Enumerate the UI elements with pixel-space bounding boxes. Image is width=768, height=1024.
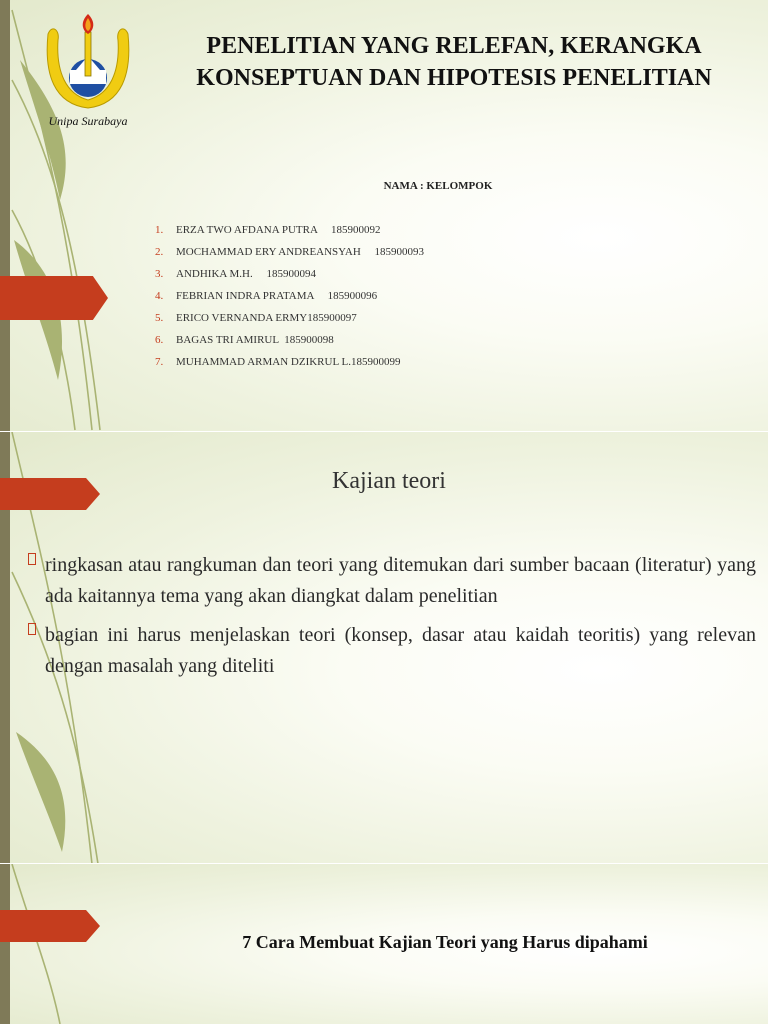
member-item <box>155 354 424 376</box>
decorative-vines <box>0 864 160 1024</box>
member-id: 185900098 <box>284 334 334 346</box>
member-item <box>155 310 424 332</box>
slide-title: 7 Cara Membuat Kajian Teori yang Harus dipahami <box>242 932 648 952</box>
member-id: 185900092 <box>331 224 381 236</box>
member-spacer <box>317 224 331 236</box>
title-line-2: KONSEPTUAN DAN HIPOTESIS PENELITIAN <box>196 65 712 91</box>
member-number: 6. <box>155 334 164 346</box>
slide-1 <box>0 0 768 432</box>
accent-arrow-shape <box>0 910 100 942</box>
member-name: MUHAMMAD ARMAN DZIKRUL L. <box>176 356 351 368</box>
slide-title <box>140 30 768 94</box>
member-id: 185900094 <box>266 268 316 280</box>
member-item <box>155 222 424 244</box>
group-label: NAMA : KELOMPOK <box>383 180 493 192</box>
square-bullet-icon <box>28 623 36 635</box>
logo-caption: Unipa Surabaya <box>48 114 128 128</box>
member-number: 1. <box>155 224 164 236</box>
member-item <box>155 266 424 288</box>
member-number: 5. <box>155 312 164 324</box>
member-name: ERZA TWO AFDANA PUTRA <box>176 224 318 236</box>
member-spacer <box>314 290 328 302</box>
bullet-item <box>30 620 756 682</box>
member-spacer <box>361 246 375 258</box>
member-name: ANDHIKA M.H. <box>176 268 253 280</box>
member-item <box>155 244 424 266</box>
member-name: BAGAS TRI AMIRUL <box>176 334 279 346</box>
member-id: 185900099 <box>351 356 401 368</box>
slide-3 <box>0 864 768 1024</box>
member-number: 7. <box>155 356 164 368</box>
member-number: 2. <box>155 246 164 258</box>
square-bullet-icon <box>28 553 36 565</box>
member-id: 185900093 <box>374 246 425 258</box>
bullet-text: ringkasan atau rangkuman dan teori yang ditemukan dari sumber bacaan (literatur) yang ada kaitannya tema yang akan diangkat dalam penelitian <box>45 554 756 607</box>
torch-emblem-icon <box>47 14 129 108</box>
title-line-1: PENELITIAN YANG RELEFAN, KERANGKA <box>206 33 702 59</box>
member-item <box>155 288 424 310</box>
member-id: 185900096 <box>327 290 378 302</box>
member-spacer <box>253 268 267 280</box>
bullet-list <box>30 550 756 690</box>
bullet-text: bagian ini harus menjelaskan teori (konsep, dasar atau kaidah teoritis) yang relevan dengan masalah yang diteliti <box>45 624 756 677</box>
member-list <box>155 222 424 376</box>
accent-arrow-shape <box>0 276 108 320</box>
member-item <box>155 332 424 354</box>
unipa-logo <box>40 12 136 130</box>
member-name: MOCHAMMAD ERY ANDREANSYAH <box>176 246 361 258</box>
member-number: 4. <box>155 290 164 302</box>
bullet-item <box>30 550 756 612</box>
member-name: ERICO VERNANDA ERMY <box>176 312 308 324</box>
slide-2 <box>0 432 768 864</box>
member-number: 3. <box>155 268 164 280</box>
member-name: FEBRIAN INDRA PRATAMA <box>176 290 314 302</box>
slide-title: Kajian teori <box>332 468 446 494</box>
member-id: 185900097 <box>307 312 357 324</box>
